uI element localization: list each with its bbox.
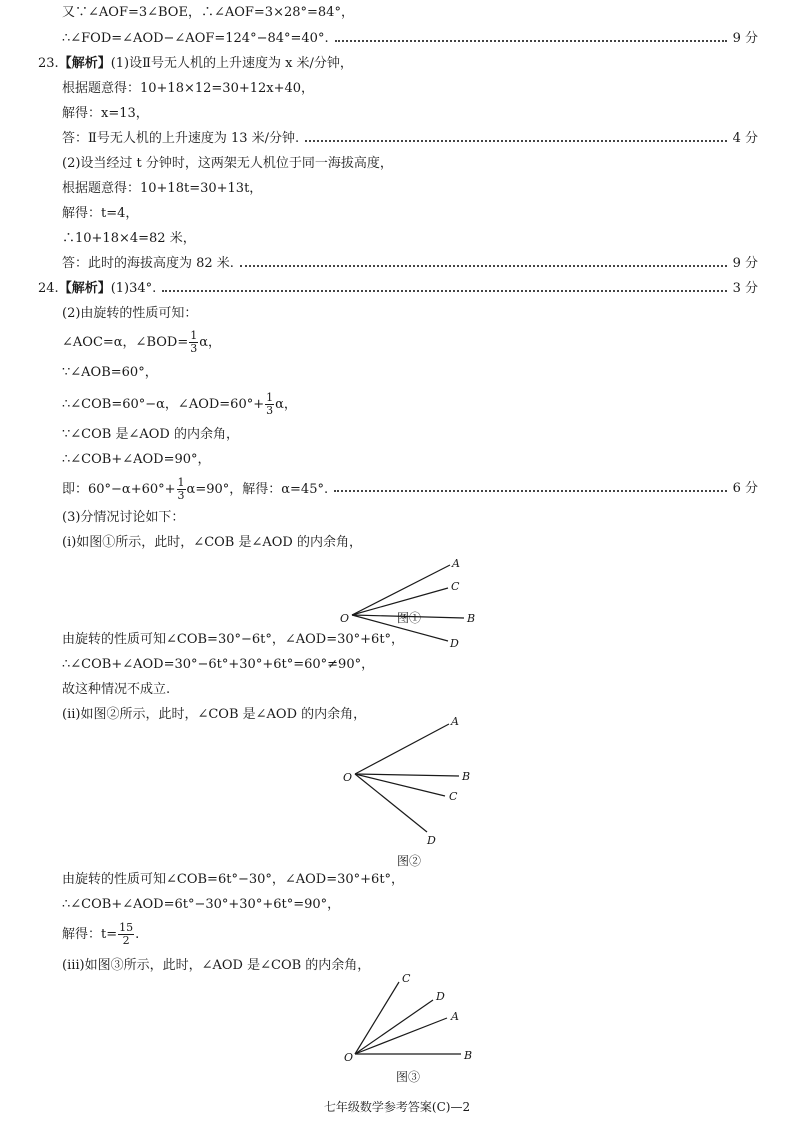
point-label-d: D: [436, 990, 445, 1003]
point-label-c: C: [451, 580, 460, 593]
ray-ob: [355, 774, 459, 776]
point-label-c: C: [402, 972, 411, 985]
dotted-leader: [162, 290, 726, 292]
fraction: $\frac{1}{3}$: [266, 391, 274, 417]
solution-text: (1)34°.: [110, 281, 157, 296]
dotted-leader: [305, 140, 726, 142]
point-label-a: A: [452, 557, 460, 570]
solution-line: 解得：t= $\frac{15}{2}$ .: [62, 921, 140, 947]
solution-line: (3)分情况讨论如下：: [62, 510, 185, 525]
solution-line: 解得：x=13，: [62, 106, 149, 121]
solution-line: 解得：t=4，: [62, 206, 139, 221]
figure-2-caption: 图②: [397, 854, 422, 868]
question-24-header: [38, 278, 758, 300]
dotted-leader: [335, 40, 727, 42]
solution-text: (1)设Ⅱ号无人机的上升速度为 x 米/分钟，: [110, 56, 353, 71]
solution-line: 由旋转的性质可知∠COB=30°−6t°，∠AOD=30°+6t°，: [62, 632, 405, 647]
solution-line: 根据题意得：10+18t=30+13t，: [62, 181, 263, 196]
question-23-header: [38, 53, 758, 75]
solution-line: (ⅱ)如图②所示，此时，∠COB 是∠AOD 的内余角，: [62, 707, 367, 722]
ray-od: [355, 1000, 433, 1054]
point-label-b: B: [464, 1049, 473, 1062]
solution-line: ∴∠COB+∠AOD=90°，: [62, 452, 211, 467]
solution-line: ∴∠COB+∠AOD=6t°−30°+30°+6t°=90°，: [62, 897, 341, 912]
fraction: $\frac{1}{3}$: [177, 475, 185, 502]
point-label-b: B: [462, 770, 471, 783]
solution-line: ∠AOC=α，∠BOD= $\frac{1}{3}$ α，: [62, 329, 221, 355]
solution-text: 答：此时的海拔高度为 82 米.: [62, 256, 234, 271]
fraction: $\frac{1}{3}$: [190, 329, 198, 355]
score-label: 9 分: [732, 31, 758, 46]
solution-line: (ⅰ)如图①所示，此时，∠COB 是∠AOD 的内余角，: [62, 535, 362, 550]
point-label-o: O: [344, 1051, 354, 1064]
score-label: 3 分: [732, 281, 758, 296]
ray-oc: [355, 982, 399, 1054]
solution-line: 又∵∠AOF=3∠BOE，∴∠AOF=3×28°=84°，: [62, 5, 354, 20]
score-label: 6 分: [732, 481, 758, 496]
point-label-d: D: [427, 834, 436, 847]
point-label-a: A: [451, 715, 459, 728]
solution-line: ∴∠COB+∠AOD=30°−6t°+30°+6t°=60°≠90°，: [62, 657, 375, 672]
analysis-tag: 【解析】: [58, 281, 111, 296]
ray-oa: [355, 1018, 447, 1054]
solution-line-scored: 即：60°−α+60°+ $\frac{1}{3}$ α=90°，解得：α=45°. 6 分: [62, 475, 758, 502]
solution-line: ∴10+18×4=82 米，: [62, 231, 196, 246]
point-label-a: A: [451, 1010, 459, 1023]
solution-line-scored: [62, 28, 758, 50]
point-label-c: C: [449, 790, 458, 803]
figure-3-caption: 图③: [396, 1070, 421, 1084]
fraction: $\frac{15}{2}$: [119, 921, 134, 947]
solution-line-scored: [62, 128, 758, 150]
solution-line: (2)由旋转的性质可知：: [62, 306, 198, 321]
solution-line: 故这种情况不成立.: [62, 682, 171, 697]
figure-3-diagram: [335, 968, 485, 1068]
solution-line: (2)设当经过 t 分钟时，这两架无人机位于同一海拔高度，: [62, 156, 393, 171]
point-label-o: O: [340, 612, 350, 625]
solution-line: (ⅲ)如图③所示，此时，∠AOD 是∠COB 的内余角，: [62, 958, 371, 973]
dotted-leader: [240, 265, 727, 267]
solution-line: 由旋转的性质可知∠COB=6t°−30°，∠AOD=30°+6t°，: [62, 872, 405, 887]
page-footer: 七年级数学参考答案(C)—2: [323, 1100, 471, 1114]
score-label: 9 分: [732, 256, 758, 271]
ray-oa: [352, 565, 450, 615]
point-label-o: O: [343, 771, 353, 784]
dotted-leader: [334, 490, 726, 492]
solution-line: ∴∠COB=60°−α，∠AOD=60°+ $\frac{1}{3}$ α，: [62, 391, 297, 417]
figure-2-diagram: [335, 712, 505, 852]
point-label-d: D: [450, 637, 459, 650]
solution-line: ∵∠COB 是∠AOD 的内余角，: [62, 427, 239, 442]
analysis-tag: 【解析】: [58, 56, 111, 71]
solution-text: 答：Ⅱ号无人机的上升速度为 13 米/分钟.: [62, 131, 300, 146]
figure-1-caption: 图①: [397, 611, 422, 625]
question-number: 24.: [38, 281, 59, 296]
solution-line: ∵∠AOB=60°，: [62, 365, 158, 380]
solution-line-scored: [62, 253, 758, 275]
score-label: 4 分: [732, 131, 758, 146]
solution-line: 根据题意得：10+18×12=30+12x+40，: [62, 81, 315, 96]
ray-oa: [355, 724, 449, 774]
solution-text: ∴∠FOD=∠AOD−∠AOF=124°−84°=40°.: [62, 31, 329, 46]
point-label-b: B: [467, 612, 476, 625]
question-number: 23.: [38, 56, 59, 71]
